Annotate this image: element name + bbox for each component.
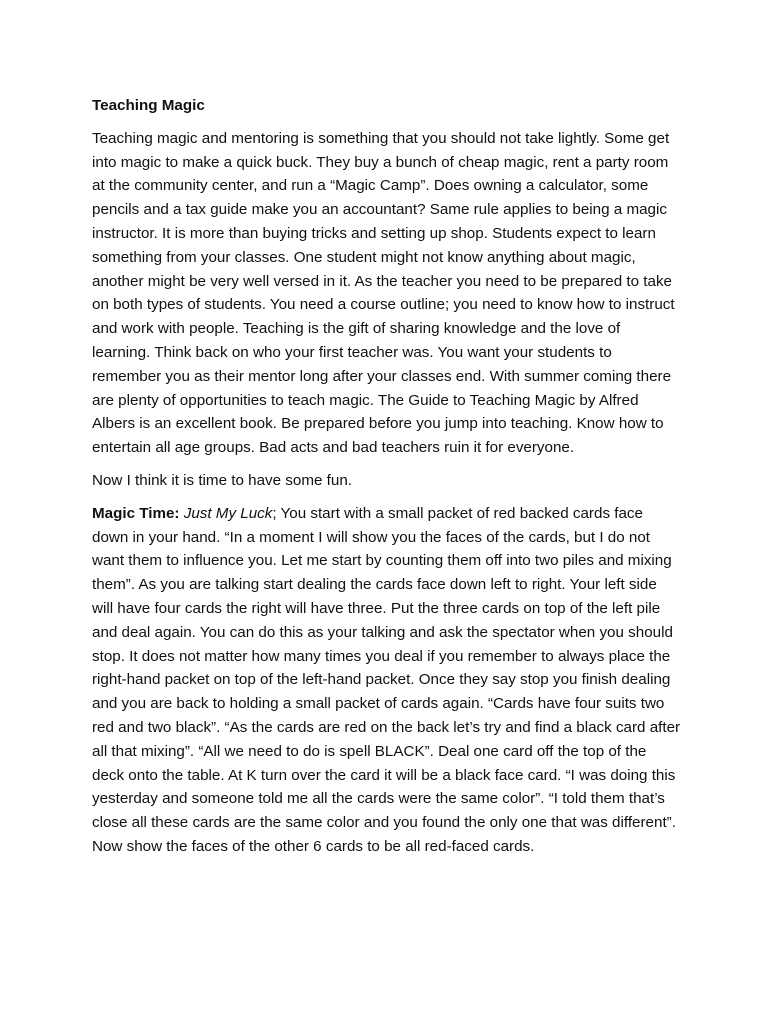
intro-paragraph: Teaching magic and mentoring is something that you should not take lightly. Some get into magic to make a quick buck. They buy a bunch of cheap magic, rent a party room at the community center, and run a “Magic Camp”. Does owning a calculator, some pencils and a tax guide make you an accountant? Same rule applies to being a magic instructor. It is more than buying tricks and setting up shop. Students expect to learn something from your classes. One student might not know anything about magic, another might be very well versed in it. As the teacher you need to be prepared to take on both types of students. You need a course outline; you need to know how to instruct and work with people. Teaching is the gift of sharing knowledge and the love of learning. Think back on who your first teacher was. You want your students to remember you as their mentor long after your classes end. With summer coming there are plenty of opportunities to teach magic. The Guide to Teaching Magic by Alfred Albers is an excellent book. Be prepared before you jump into teaching. Know how to entertain all age groups. Bad acts and bad teachers ruin it for everyone. [92, 129, 675, 457]
magic-time-paragraph [92, 502, 682, 859]
magic-time-body: ; You start with a small packet of red backed cards face down in your hand. “In a moment I will show you the faces of the cards, but I do not want them to influence you. Let me start by counting them off into two piles and mixing them”. As you are talking start dealing the cards face down left to right. Your left side will have four cards the right will have three. Put the three cards on top of the left pile and deal again. You can do this as your talking and ask the spectator when you should stop. It does not matter how many times you deal if you remember to always place the right-hand packet on top of the left-hand packet. Once they say stop you finish dealing and you are back to holding a small packet of cards again. “Cards have four suits two red and two black”. “As the cards are red on the back let’s try and find a black card after all that mixing”. “All we need to do is spell BLACK”. Deal one card off the top of the deck onto the table. At K turn over the card it will be a black face card. “I was doing this yesterday and someone told me all the cards were the same color”. “I told them that’s close all these cards are the same color and you found the only one that was different”. Now show the faces of the other 6 cards to be all red-faced cards. [92, 504, 681, 855]
document-title: Teaching Magic [92, 97, 205, 114]
magic-time-label: Magic Time: [92, 504, 180, 522]
document-page [92, 94, 682, 868]
transition-paragraph: Now I think it is time to have some fun. [92, 471, 352, 489]
trick-name: Just My Luck [183, 504, 273, 522]
